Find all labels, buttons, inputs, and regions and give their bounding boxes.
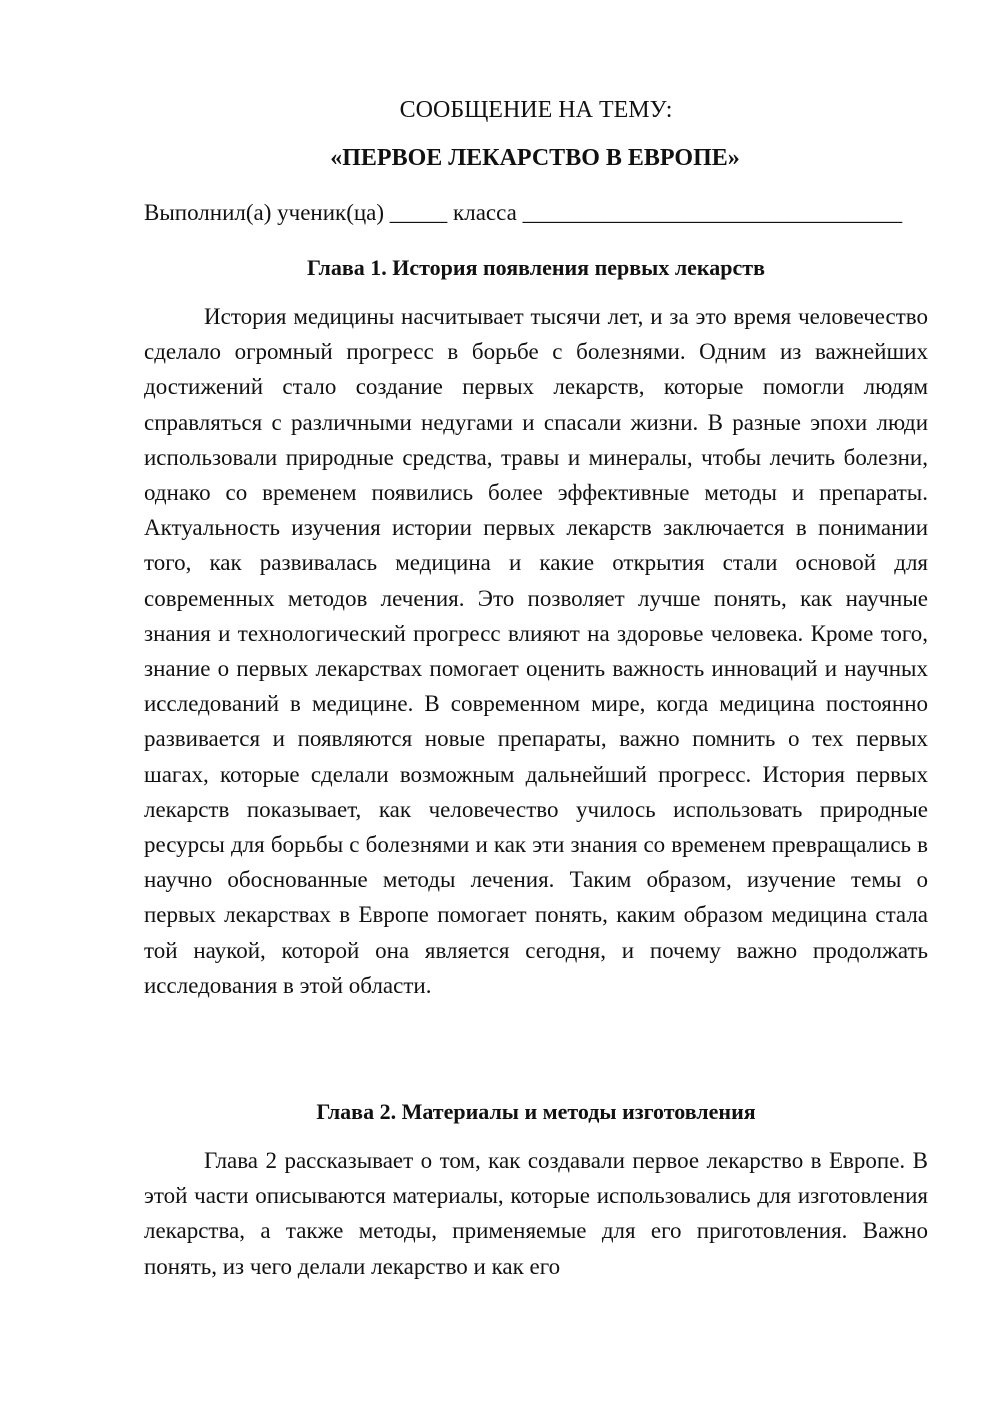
chapter-2-paragraph: Глава 2 рассказывает о том, как создавали первое лекарство в Европе. В этой части описываются материалы, которые использовались для изготовления лекарства, а также методы, применяемые для его приготовления. Важно понять, из чего делали лекарство и как его xyxy=(144,1148,928,1279)
chapter-2-heading: Глава 2. Материалы и методы изготовления xyxy=(316,1099,756,1124)
chapter-1-paragraph: История медицины насчитывает тысячи лет, и за это время человечество сделало огромный прогресс в борьбе с болезнями. Одним из важнейших достижений стало создание первых лекарств, которые помогли людям справляться с различными недугами и спасали жизни. В разные эпохи люди использовали природные средства, травы и минералы, чтобы лечить болезни, однако со временем появились более эффективные методы и препараты. Актуальность изучения истории первых лекарств заключается в понимании того, как развивалась медицина и какие открытия стали основой для современных методов лечения. Это позволяет лучше понять, как научные знания и технологический прогресс влияют на здоровье человека. Кроме того, знание о первых лекарствах помогает оценить важность инноваций и научных исследований в медицине. В современном мире, когда медицина постоянно развивается и появляются новые препараты, важно помнить о тех первых шагах, которые сделали возможным дальнейший прогресс. История первых лекарств показывает, как человечество училось использовать природные ресурсы для борьбы с болезнями и как эти знания со временем превращались в научно обоснованные методы лечения. Таким образом, изучение темы о первых лекарствах в Европе помогает понять, каким образом медицина стала той наукой, которой она является сегодня, и почему важно продолжать исследования в этой области. xyxy=(144,304,928,998)
document-title-line-1: СООБЩЕНИЕ НА ТЕМУ: xyxy=(399,97,673,123)
author-line: Выполнил(а) ученик(ца) _____ класса _________________________________ xyxy=(144,200,903,225)
document-title-line-2: «ПЕРВОЕ ЛЕКАРСТВО В ЕВРОПЕ» xyxy=(330,145,740,171)
chapter-1-heading: Глава 1. История появления первых лекарств xyxy=(307,255,765,280)
